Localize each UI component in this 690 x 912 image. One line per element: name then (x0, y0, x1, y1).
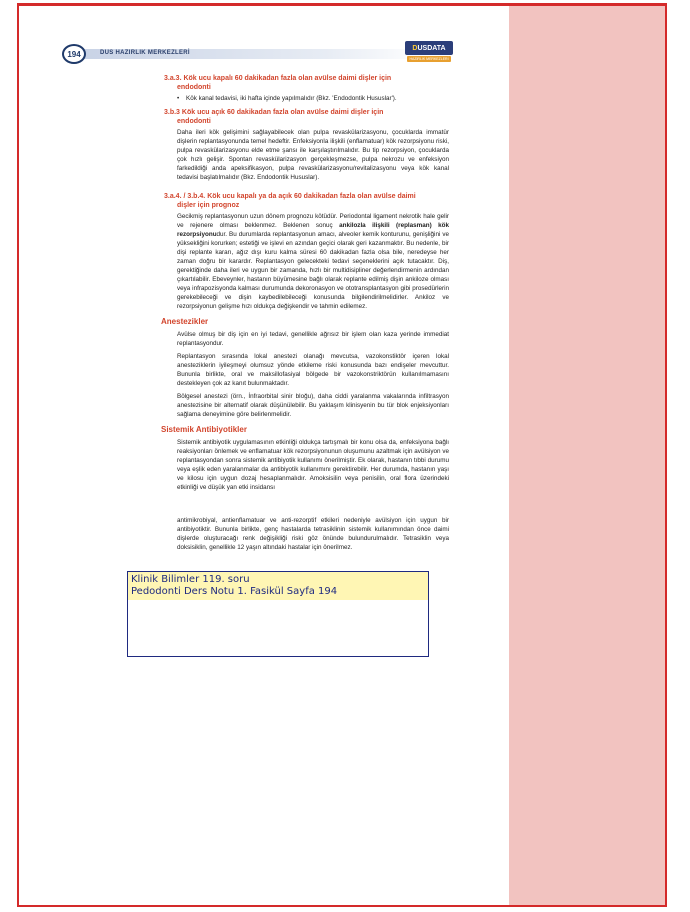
page-frame (17, 3, 667, 907)
page-number: 194 (62, 44, 86, 64)
section-heading-a3: 3.a.3. Kök ucu kapalı 60 dakikadan fazla olan avülse daimi dişler için endodonti (164, 75, 392, 91)
bullet-item: • Kök kanal tedavisi, iki hafta içinde yapılmalıdır (Bkz. 'Endodontik Hususlar'). (164, 94, 449, 103)
logo-subtitle: HAZIRLIK MERKEZLERİ (407, 56, 451, 62)
paragraph: Bölgesel anestezi (örn., İnfraorbital sinir bloğu), daha ciddi yaralanma vakalarında infiltrasyon anestezisine bir alternatif olarak düşünülebilir. Bu yaklaşım klinisyenin bu tür blok enjeksiyonları sağlama deneyimine göre belirlenmelidir. (177, 393, 449, 418)
paragraph: Replantasyon sırasında lokal anestezi olanağı mevcutsa, vazokonstiktör içeren lokal anesteziklerin iyileşmeyi olumsuz yönde etkileme riski konusunda bazı endişeler mevcuttur. Bununla birlikte, oral ve maksillofasiyal bölgede bir vazokonstriktörün kullanılmamasını destekleyen çok az kanıt bulunmaktadır. (177, 353, 449, 387)
page-header (62, 44, 452, 66)
logo-wordmark: D US DATA (405, 41, 453, 55)
annotation-line-1: Klinik Bilimler 119. soru (131, 574, 250, 585)
section-heading-anestezikler: Anestezikler (161, 317, 209, 326)
paragraph: Gecikmiş replantasyonun uzun dönem prognozu kötüdür. Periodontal ligament nekrotik hale gelir ve rejenere olması beklenmez. Beklenen sonuç ankilozla ilişkili (replasman) kök rezorpsiyonudur. Bu durumlarda replantasyonun amacı, alveoler kemik konturunu, genişliğini ve yüksekliğini korurken; estetiği ve işlevi en azından geçici olarak geri kazanmaktır. Bu nedenle, bir dişi replante kararı, ağız dışı kuru kalma süresi 60 dakikadan fazla olsa bile, neredeyse her zaman doğru bir karardır. Replantasyon gelecekteki tedavi seçeneklerini açık tutacaktır. Diş, gerektiğinde daha ileri ve uygun bir zamanda, hızlı bir multidisipliner değerlendirmenin ardından çıkartılabilir. Ebeveynler, hastanın büyümesine bağlı olarak replante edilmiş dişin ankiloze olması veya infrapozisyonda kalması durumunda dekoronasyon ve ototransplantasyon gibi prosedürlerin gerekebileceği ve dişin kaybedilebileceği konusunda bilgilendirilmelidirler. Ankiloz ve rezorpsiyonun gelişme hızı oldukça değişkendir ve tahmin edilemez. (177, 213, 449, 310)
section-heading-prognoz: 3.a.4. / 3.b.4. Kök ucu kapalı ya da açık 60 dakikadan fazla olan avülse daimi dişler için prognoz (164, 193, 416, 209)
paragraph: antimikrobiyal, antienflamatuar ve anti-rezorptif etkileri nedeniyle avülsiyon için uygun bir antibiyotiktir. Bununla birlikte, genç hastalarda tetrasiklinin sistemik kullanımından önce daimi dişlerde oluşturacağı renk değişikliği riski göz önünde bulundurulmalıdır. Tetrasiklin veya doksisiklin, genellikle 12 yaşın altındaki hastalar için önerilmez. (177, 517, 449, 551)
annotation-line-2: Pedodonti Ders Notu 1. Fasikül Sayfa 194 (131, 586, 338, 597)
paragraph: Daha ileri kök gelişimini sağlayabilecek olan pulpa revaskülarizasyonu, çocuklarda immatür dişlerin replantasyonunda temel hedeftir. Enfeksiyonla ilişkili (enflamatuar) kök rezorpsiyonu riski, pulpa revaskülarizasyonu elde etme şansı ile karşılaştırılmalıdır. Bu tip rezorpsiyon, çocuklarda çok hızlı gelişir. Spontan revaskülarizasyon gerçekleşmezse, pulpa nekrozu ve enfeksiyon farkedildiği anda apeksifikasyon, pulpa revaskülarizasyonu/revitalizasyonu veya kök kanal tedavisi başlatılmalıdır (Bkz. Endodontik Hususlar). (177, 129, 449, 181)
dusdata-logo (405, 41, 453, 65)
header-title: DUS HAZIRLIK MERKEZLERİ (100, 50, 190, 56)
paragraph: Sistemik antibiyotik uygulamasının etkinliği oldukça tartışmalı bir konu olsa da, enfeksiyona bağlı reaksiyonları önlemek ve enflamatuar kök rezorpsiyonunun oluşumunu azaltmak için avülsiyon ve replantasyondan sonra sistemik antibiyotik kullanımı önerilmiştir. Ek olarak, hastanın tıbbi durumu veya eşlik eden yaralanmalar da antibiyotik kullanımını gerektirebilir. Her durumda, hastanın yaşı ve kilosu için uygun dozaj hesaplanmalıdır. Amoksisilin veya penisilin, oral flora üzerindeki etkinliği ve düşük yan etki insidansı (177, 439, 449, 491)
section-heading-b3: 3.b.3 Kök ucu açık 60 dakikadan fazla olan avülse daimi dişler için endodonti (164, 109, 384, 125)
paragraph: Avülse olmuş bir diş için en iyi tedavi, genellikle ağrısız bir işlem olan kaza yerinde immediat replantasyondur. (177, 331, 449, 347)
side-strip (509, 6, 667, 905)
section-heading-antibiyotikler: Sistemik Antibiyotikler (161, 425, 247, 434)
annotation-box (127, 571, 429, 657)
page-content (161, 74, 449, 556)
